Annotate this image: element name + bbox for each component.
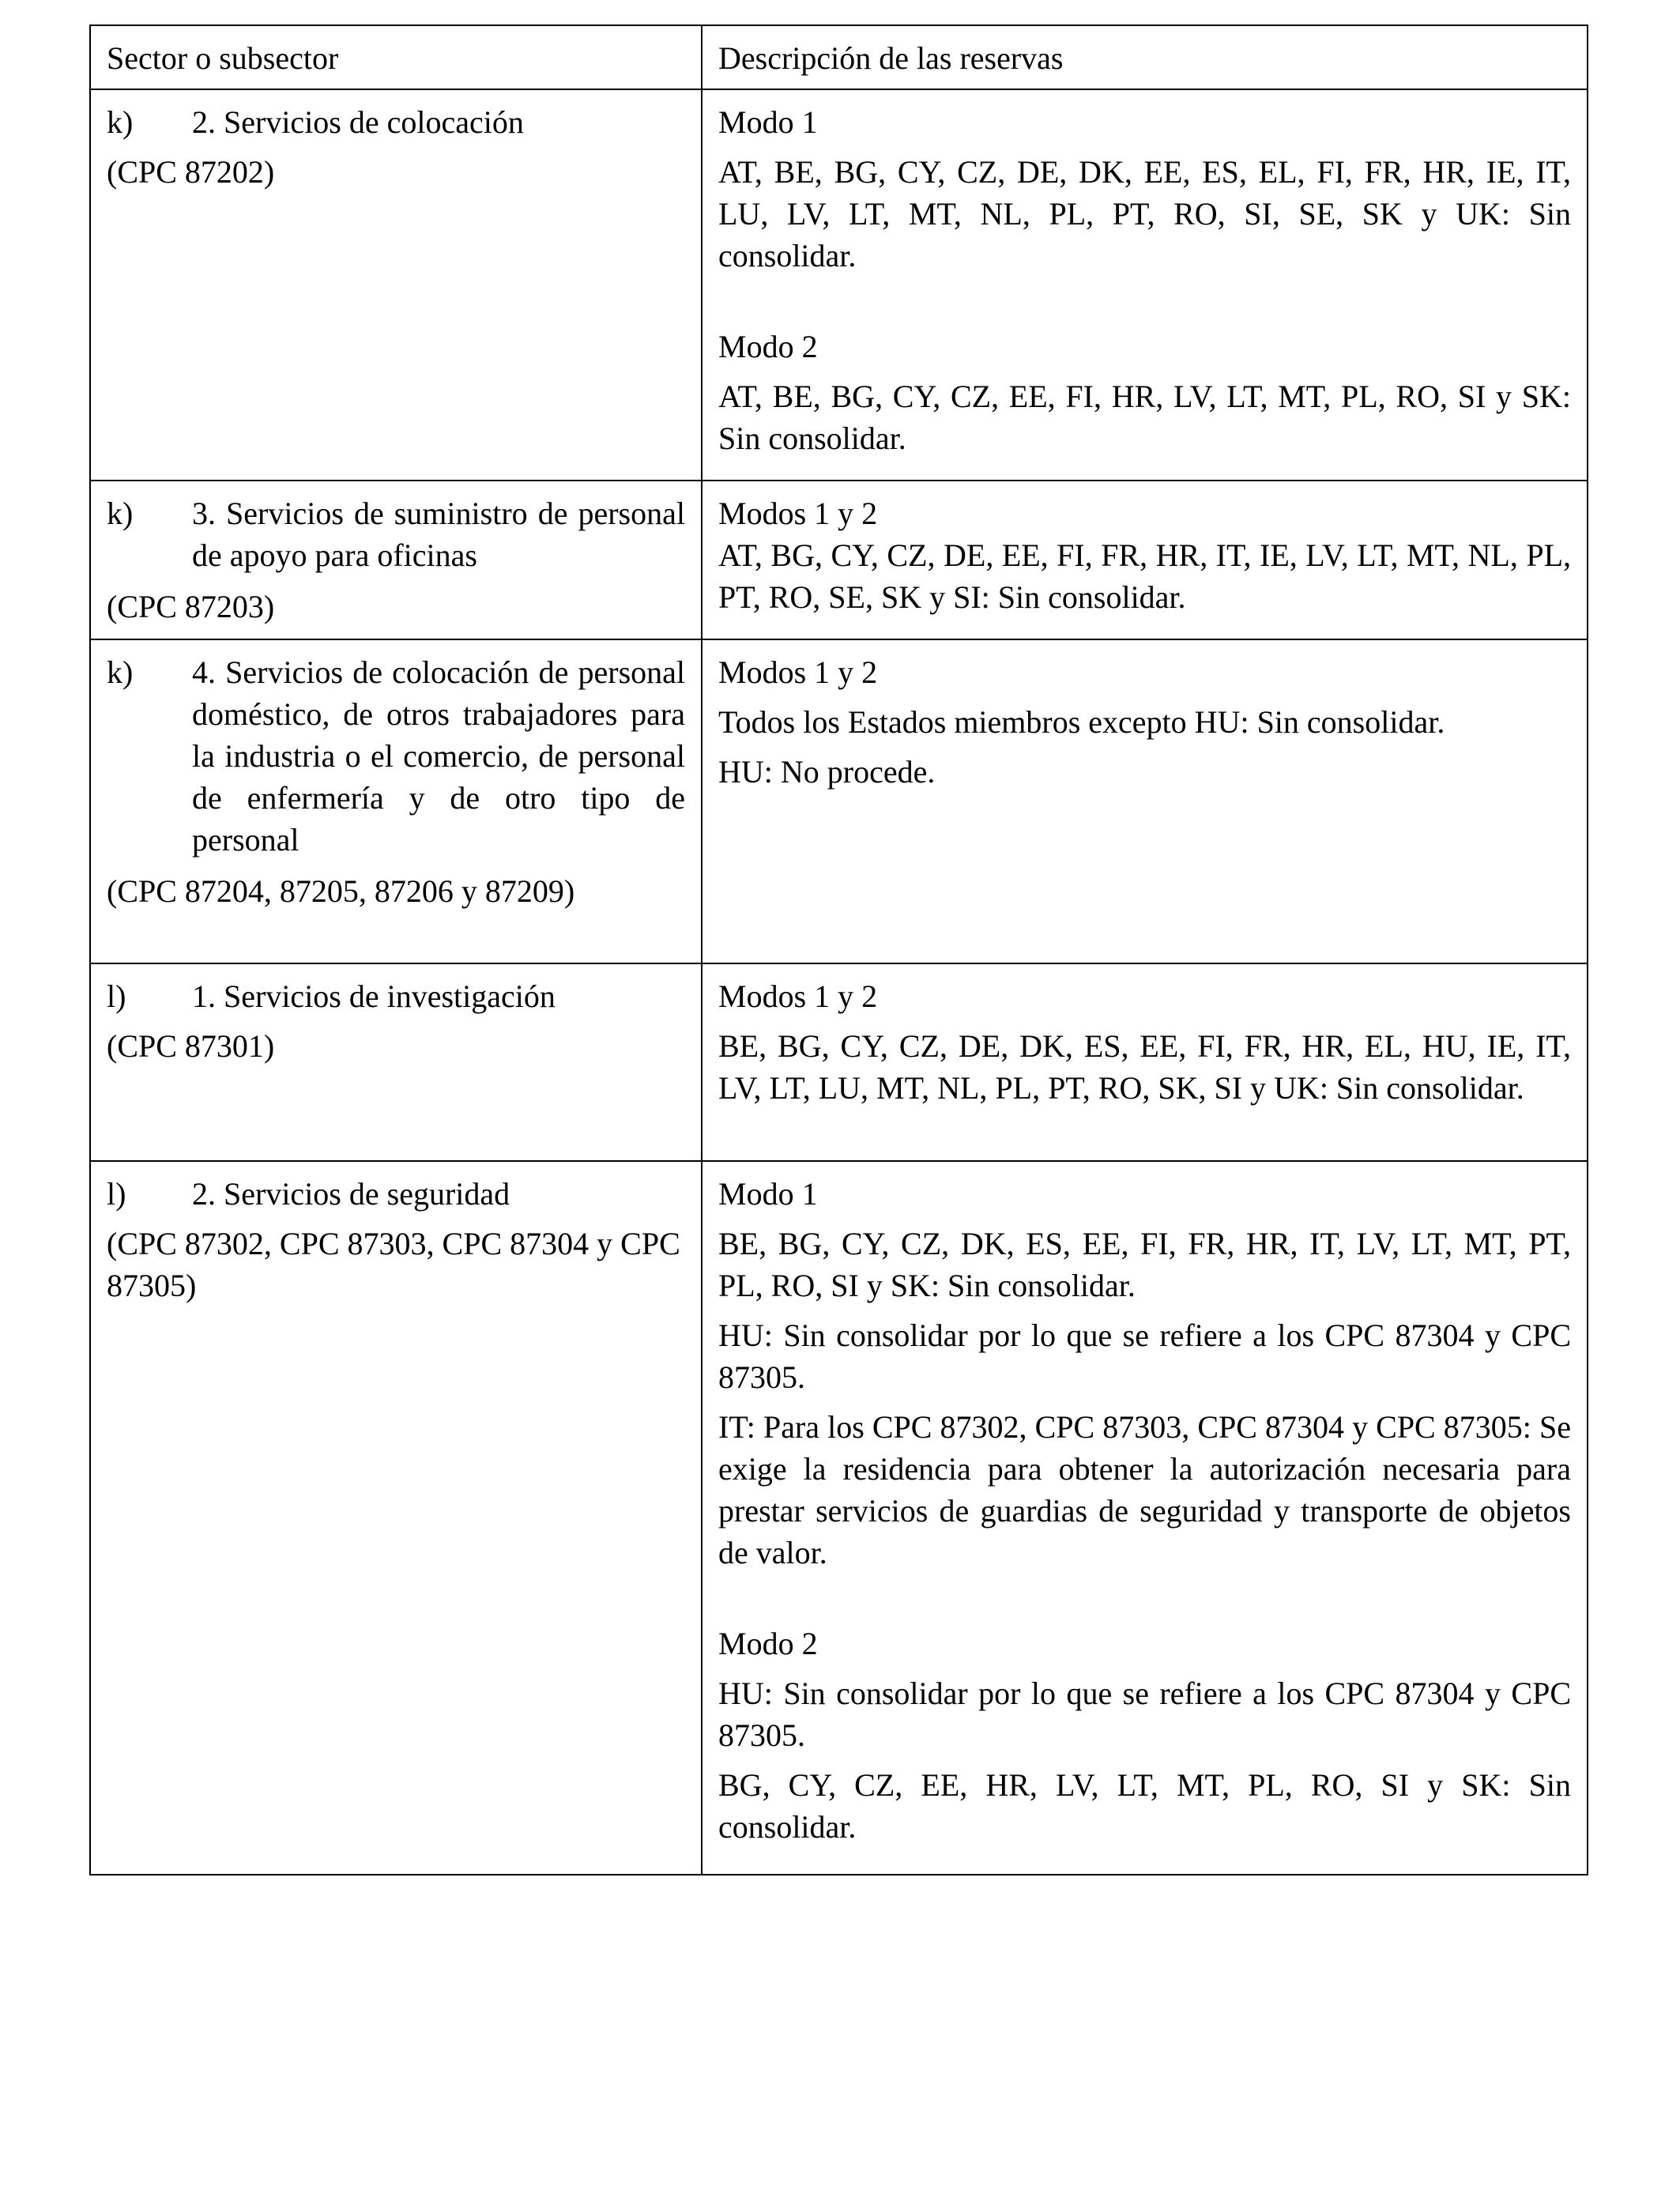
sector-cell bbox=[90, 89, 702, 481]
sector-cpc: (CPC 87202) bbox=[107, 154, 275, 190]
sector-cpc: (CPC 87301) bbox=[107, 1028, 275, 1064]
sector-cell bbox=[90, 481, 702, 639]
mode-label: Modo 1 bbox=[718, 104, 818, 140]
mode-label: Modos 1 y 2 bbox=[718, 496, 878, 531]
sector-title: 4. Servicios de colocación de personal doméstico, de otros trabajadores para la industria o el comercio, de personal de enfermería y de otro tipo de personal bbox=[192, 654, 685, 858]
header-sector-label: Sector o subsector bbox=[107, 40, 339, 76]
sector-title: 2. Servicios de colocación bbox=[192, 104, 524, 140]
sector-cell bbox=[90, 1161, 702, 1875]
sector-cpc: (CPC 87204, 87205, 87206 y 87209) bbox=[107, 873, 575, 909]
description-cell bbox=[702, 481, 1588, 639]
reservation-text: Todos los Estados miembros excepto HU: Sin consolidar. bbox=[718, 704, 1445, 740]
table-row bbox=[90, 1161, 1588, 1875]
table-row bbox=[90, 963, 1588, 1161]
sector-letter: l) bbox=[107, 1176, 126, 1212]
sector-title: 3. Servicios de suministro de personal de apoyo para oficinas bbox=[192, 496, 685, 573]
sector-letter: k) bbox=[107, 654, 134, 690]
mode-label: Modo 1 bbox=[718, 1176, 818, 1212]
sector-letter: k) bbox=[107, 496, 134, 531]
table-row bbox=[90, 639, 1588, 963]
reservation-text: IT: Para los CPC 87302, CPC 87303, CPC 87304 y CPC 87305: Se exige la residencia para obtener la autorización necesaria para prestar servicios de guardias de seguridad y transporte de objetos de valor. bbox=[718, 1409, 1571, 1570]
header-sector bbox=[90, 25, 702, 89]
header-description-label: Descripción de las reservas bbox=[718, 40, 1064, 76]
sector-item bbox=[107, 101, 685, 143]
reservation-text: HU: No procede. bbox=[718, 754, 936, 790]
sector-cpc: (CPC 87302, CPC 87303, CPC 87304 y CPC 87305) bbox=[107, 1226, 680, 1303]
sector-cpc: (CPC 87203) bbox=[107, 589, 275, 624]
sector-letter: k) bbox=[107, 104, 134, 140]
sector-item bbox=[107, 492, 685, 576]
sector-cell bbox=[90, 639, 702, 963]
sector-letter: l) bbox=[107, 978, 126, 1014]
reservation-text: AT, BG, CY, CZ, DE, EE, FI, FR, HR, IT, IE, LV, LT, MT, NL, PL, PT, RO, SE, SK y SI: Sin consolidar. bbox=[718, 537, 1571, 615]
mode-label: Modos 1 y 2 bbox=[718, 654, 878, 690]
sector-title: 1. Servicios de investigación bbox=[192, 978, 556, 1014]
description-cell bbox=[702, 89, 1588, 481]
sector-item bbox=[107, 975, 685, 1017]
table-row bbox=[90, 89, 1588, 481]
reservation-text: BG, CY, CZ, EE, HR, LV, LT, MT, PL, RO, SI y SK: Sin consolidar. bbox=[718, 1767, 1571, 1845]
reservations-table bbox=[89, 25, 1588, 1875]
description-cell bbox=[702, 963, 1588, 1161]
document-page bbox=[89, 25, 1587, 1875]
sector-item bbox=[107, 651, 685, 861]
description-cell bbox=[702, 639, 1588, 963]
reservation-text: AT, BE, BG, CY, CZ, DE, DK, EE, ES, EL, FI, FR, HR, IE, IT, LU, LV, LT, MT, NL, PL, PT, RO, SI, SE, SK y UK: Sin consolidar. bbox=[718, 154, 1571, 273]
table-header-row bbox=[90, 25, 1588, 89]
reservation-text: BE, BG, CY, CZ, DK, ES, EE, FI, FR, HR, IT, LV, LT, MT, PT, PL, RO, SI y SK: Sin consolidar. bbox=[718, 1226, 1571, 1303]
mode-label: Modo 2 bbox=[718, 1626, 818, 1661]
description-cell bbox=[702, 1161, 1588, 1875]
sector-item bbox=[107, 1173, 685, 1215]
sector-title: 2. Servicios de seguridad bbox=[192, 1176, 510, 1212]
reservation-text: BE, BG, CY, CZ, DE, DK, ES, EE, FI, FR, HR, EL, HU, IE, IT, LV, LT, LU, MT, NL, PL, PT, RO, SK, SI y UK: Sin consolidar. bbox=[718, 1028, 1571, 1106]
mode-label: Modo 2 bbox=[718, 329, 818, 364]
table-row bbox=[90, 481, 1588, 639]
reservation-text: HU: Sin consolidar por lo que se refiere a los CPC 87304 y CPC 87305. bbox=[718, 1676, 1571, 1753]
mode-label: Modos 1 y 2 bbox=[718, 978, 878, 1014]
reservation-text: AT, BE, BG, CY, CZ, EE, FI, HR, LV, LT, MT, PL, RO, SI y SK: Sin consolidar. bbox=[718, 379, 1571, 456]
sector-cell bbox=[90, 963, 702, 1161]
header-description bbox=[702, 25, 1588, 89]
reservation-text: HU: Sin consolidar por lo que se refiere a los CPC 87304 y CPC 87305. bbox=[718, 1318, 1571, 1395]
